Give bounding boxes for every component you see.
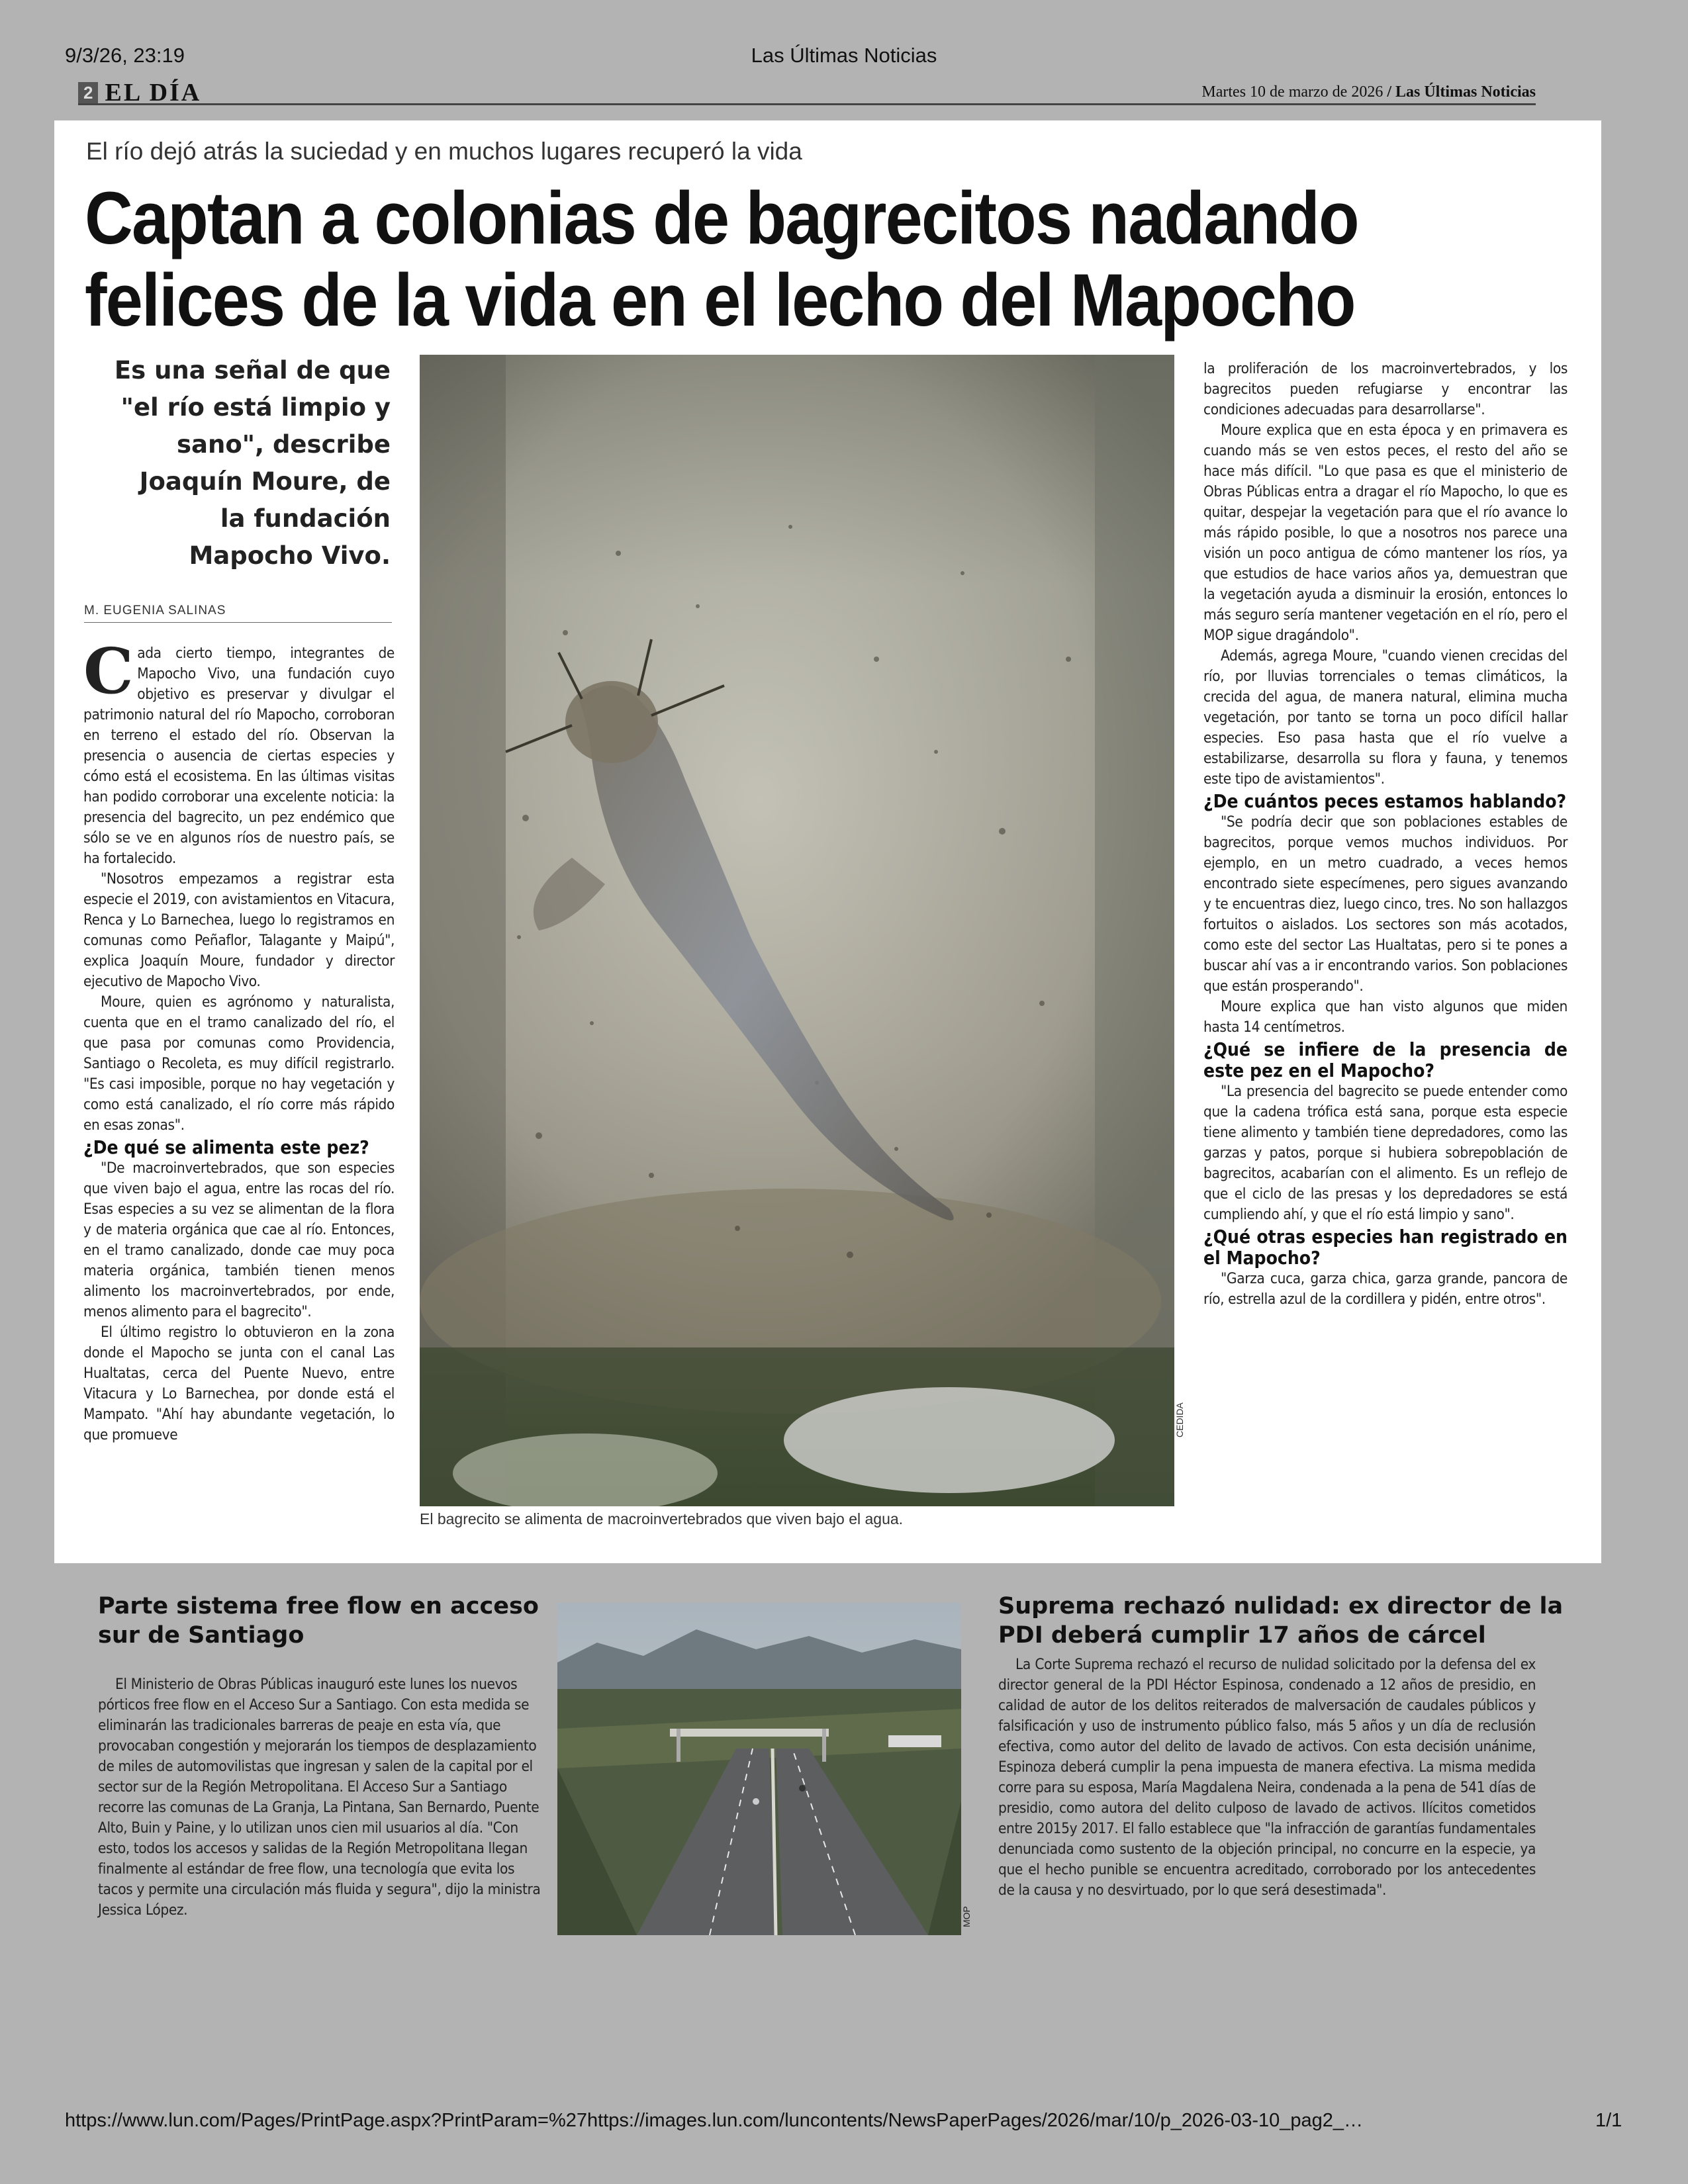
brief-paragraph: La Corte Suprema rechazó el recurso de nulidad solicitado por la defensa del ex director general de la PDI Héctor Espinosa, condenado a 12 años de presidio, en calidad de autor de los delitos reiterados de malversación de caudales públicos y falsificación y uso de instrumento público falso, más 5 años y un día de reclusión efectiva, como autor del delito de lavado de activos. Con esta decisión unánime, Espinoza deberá cumplir la pena impuesta de manera efectiva. La misma medida corre para su esposa, María Magdalena Neira, condenada a la pena de 541 días de presidio, como autora del delito culposo de lavado de activos. Ilícitos cometidos entre 2015y 2017. El fallo establece que "la infracción de garantías fundamentales denunciada como sustento de la objeción principal, no concurre en la especie, ya que el hecho punible se encuentra acreditado, corroborado por los antecedentes de la causa y no desvirtuado, por lo que será desestimada".: [998, 1656, 1536, 1899]
print-timestamp: 9/3/26, 23:19: [65, 44, 185, 67]
date-separator: /: [1383, 83, 1395, 101]
story-paragraph: Moure, quien es agrónomo y naturalista, cuenta que en el tramo canalizado del río, el que pasa por comunas como Providencia, Santiago o Recoleta, es muy difícil registrarlo. "Es casi imposible, porque no hay vegetación y como está canalizado, el río corre más rápido en esas zonas".: [83, 993, 395, 1134]
story-paragraph: Además, agrega Moure, "cuando vienen crecidas del río, por lluvias torrenciales o temas climáticos, la crecida del agua, de manera natural, elimina mucha vegetación, por tanto se torna un poco difícil hallar especies. Eso pasa hasta que el río vuelve a estabilizarse, desarrolla su flora y fauna, y tenemos este tipo de avistamientos".: [1203, 647, 1568, 788]
story-paragraph: El último registro lo obtuvieron en la zona donde el Mapocho se junta con el canal Las Hualtatas, cerca del Puente Nuevo, entre Vitacura y Lo Barnechea, por donde está el Mampato. "Ahí hay abundante vegetación, lo que promueve: [83, 1324, 395, 1443]
interview-question: ¿De qué se alimenta este pez?: [83, 1136, 369, 1158]
story-paragraph: "La presencia del bagrecito se puede entender como que la cadena trófica está sana, porque esta especie tiene alimento y también tiene depredadores, como las garzas y patos, porque si hubiera sobrepoblación de bagrecitos, acabarían con el alimento. Es un reflejo de que el ciclo de las presas y los depredadores se está cumpliendo ahí, y que el río está limpio y sano".: [1203, 1083, 1568, 1223]
story-paragraph: Moure explica que en esta época y en primavera es cuando más se ven estos peces, el resto del año se hace más difícil. "Lo que pasa es que el ministerio de Obras Públicas entra a dragar el río Mapocho, lo que es quitar, despejar la vegetación para que el río avance lo más rápido posible, lo que a nosotros nos parece una visión un poco antigua de cómo mantener los ríos, ya que estudios de hace varios años ya, demuestran que la vegetación ayuda a disminuir la erosión, entonces lo más seguro sería mantener vegetación en el río, pero el MOP sigue dragándolo".: [1203, 422, 1568, 644]
section-bar: [78, 78, 1536, 105]
paragraph-text: ada cierto tiempo, integrantes de Mapocho Vivo, una fundación cuyo objetivo es preservar y divulgar el patrimonio natural del río Mapocho, corroboran en terreno el estado del río. Observan la presencia o ausencia de ciertas especies y cómo está el ecosistema. En las últimas visitas han podido corroborar una excelente noticia: la presencia del bagrecito, un pez endémico que sólo se ve en algunos ríos de nuestro país, se ha fortalecido.: [83, 645, 395, 867]
highway-photo: [557, 1603, 961, 1935]
interview-question: ¿Qué otras especies han registrado en el Mapocho?: [1203, 1226, 1568, 1269]
headline-line-1: Captan a colonias de bagrecitos nadando: [85, 177, 1358, 259]
story-column-1: [83, 635, 395, 1445]
highway-photo-credit: MOP: [961, 1906, 972, 1927]
story-paragraph: la proliferación de los macroinvertebrados, y los bagrecitos pueden refugiarse y encontrar las condiciones adecuadas para desarrollarse".: [1203, 360, 1568, 418]
bagrecito-photo: [420, 355, 1174, 1506]
interview-question: ¿De cuántos peces estamos hablando?: [1203, 790, 1567, 812]
story-paragraph: "Nosotros empezamos a registrar esta especie el 2019, con avistamientos en Vitacura, Renca y Lo Barnechea, luego lo registramos en comunas como Peñaflor, Talagante y Maipú", explica Joaquín Moure, fundador y director ejecutivo de Mapocho Vivo.: [83, 870, 395, 990]
photo-credit: CEDIDA: [1174, 1402, 1185, 1437]
brief-free-flow-headline: Parte sistema free flow en acceso sur de Santiago: [98, 1593, 539, 1649]
headline-line-2: felices de la vida en el lecho del Mapocho: [85, 259, 1355, 341]
story-deck: Es una señal de que "el río está limpio y sano", describe Joaquín Moure, de la fundación Mapocho Vivo.: [114, 356, 391, 570]
main-story: [54, 120, 1601, 1563]
print-page-title: Las Últimas Noticias: [751, 44, 937, 67]
story-headline: [85, 177, 1425, 341]
page-number: 2: [78, 82, 98, 103]
drop-cap: C: [83, 635, 134, 708]
story-column-2: [1203, 359, 1568, 1310]
brief-pdi-headline: Suprema rechazó nulidad: ex director de la PDI deberá cumplir 17 años de cárcel: [998, 1593, 1564, 1649]
story-paragraph: [83, 635, 395, 869]
brief-paragraph: El Ministerio de Obras Públicas inauguró este lunes los nuevos pórticos free flow en el Acceso Sur a Santiago. Con esta medida se eliminarán las tradicionales barreras de peaje en esta vía, que provocaban congestión y mejorarán los tiempos de desplazamiento de miles de automovilistas que ingresan y salen de la capital por el sector sur de la Región Metropolitana. El Acceso Sur a Santiago recorre las comunas de La Granja, La Pintana, San Bernardo, Puente Alto, Buin y Paine, y lo utilizan unos cien mil usuarios al día. "Con esto, todos los accesos y salidas de la Región Metropolitana llegan finalmente al estándar de free flow, una tecnología que evita los tacos y permite una circulación más fluida y segura", dijo la ministra Jessica López.: [98, 1676, 541, 1919]
interview-question: ¿Qué se infiere de la presencia de este pez en el Mapocho?: [1203, 1038, 1568, 1081]
story-byline: M. EUGENIA SALINAS: [84, 604, 392, 623]
story-paragraph: "De macroinvertebrados, que son especies que viven bajo el agua, entre las rocas del río. Esas especies a su vez se alimentan de la flora y de materia orgánica que cae al río. Entonces, en el tramo canalizado, donde cae muy poca materia orgánica, también tienen menos alimento los macroinvertebrados, por ende, menos alimento para el bagrecito".: [83, 1160, 395, 1320]
newspaper-name: Las Últimas Noticias: [1395, 83, 1536, 101]
print-url: https://www.lun.com/Pages/PrintPage.aspx?PrintParam=%27https://images.lun.com/luncontents/NewsPaperPages/2026/mar/10/p_2026-03-10_pag2_…: [65, 2110, 1364, 2131]
brief-free-flow-text: [98, 1674, 541, 1921]
story-paragraph: "Garza cuca, garza chica, garza grande, pancora de río, estrella azul de la cordillera y pidén, entre otros".: [1203, 1270, 1568, 1308]
section-name: EL DÍA: [105, 79, 202, 107]
photo-caption: El bagrecito se alimenta de macroinvertebrados que viven bajo el agua.: [420, 1510, 904, 1527]
print-page-count: 1/1: [1595, 2110, 1622, 2131]
edition-date-line: [1201, 83, 1536, 101]
story-paragraph: Moure explica que han visto algunos que miden hasta 14 centímetros.: [1203, 998, 1568, 1036]
edition-date: Martes 10 de marzo de 2026: [1201, 83, 1383, 101]
brief-pdi-text: [998, 1655, 1536, 1901]
story-kicker: El río dejó atrás la suciedad y en muchos lugares recuperó la vida: [86, 138, 802, 165]
story-paragraph: "Se podría decir que son poblaciones estables de bagrecitos, porque vemos muchos individuos. Por ejemplo, en un metro cuadrado, a veces hemos encontrado siete especímenes, pero sigues avanzando y te encuentras diez, luego cinco, tres. No son hallazgos fortuitos o aislados. Los sectores son más acotados, como este del sector Las Hualtatas, pero si te pones a buscar ahí vas a ir encontrando varios. Son poblaciones que están prosperando".: [1203, 813, 1568, 995]
